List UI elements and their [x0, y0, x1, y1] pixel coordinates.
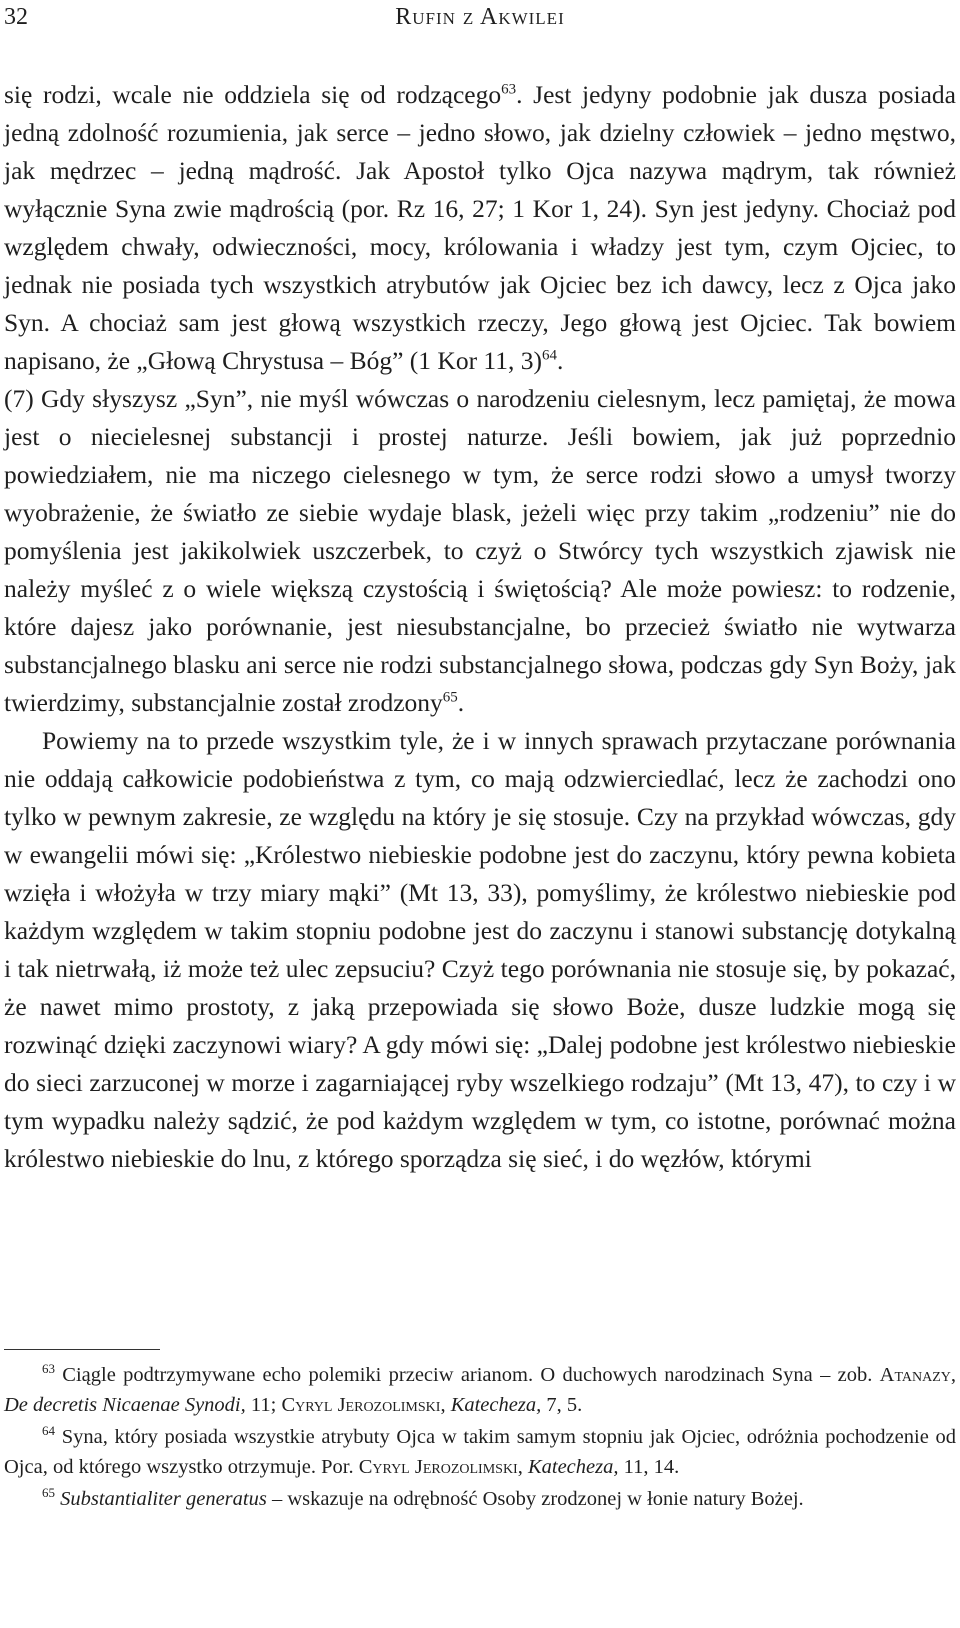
running-title: Rufin z Akwilei [395, 4, 565, 30]
footnote-text: Syna, który posiada wszystkie atrybuty Ojca w takim samym stopniu jak Ojciec, odróżnia pochodzenie od Ojca, od którego wszystko otrzymuje. Por. [4, 1426, 957, 1478]
footnote-ref-63[interactable]: 63 [501, 81, 517, 98]
paragraph-1-text-b: . Jest jedyny podobnie jak dusza posiada jedną zdolność rozumienia, jak serce – jedno słowo, jak dzielny człowiek – jedno męstwo, jak mędrzec – jedną mądrość. Jak Apostoł tylko Ojca nazywa mądrym, tak również wyłącznie Syna zwie mądrością (por. Rz 16, 27; 1 Kor 1, 24). Syn jest jedyny. Chociaż pod względem chwały, odwieczności, mocy, królowania i władzy jest tym, czym Ojciec, to jednak nie posiada tych wszystkich atrybutów jak Ojciec bez ich dawcy, lecz z Ojca jako Syn. A chociaż sam jest głową wszystkich rzeczy, Jego głową jest Ojciec. Tak bowiem napisano, że „Głową Chrystusa – Bóg” (1 Kor 11, 3) [4, 80, 957, 375]
footnote-65 [4, 1484, 956, 1514]
page-number: 32 [4, 4, 28, 30]
footnote-ref-64[interactable]: 64 [541, 347, 557, 364]
footnote-64 [4, 1422, 956, 1482]
paragraph-2-text-a: (7) Gdy słyszysz „Syn”, nie myśl wówczas o narodzeniu cielesnym, lecz pamiętaj, że mowa jest o niecielesnej substancji i prostej naturze. Jeśli bowiem, jak już poprzednio powiedziałem, nie ma niczego cielesnego w tym, że serce rodzi słowo a umysł tworzy wyobrażenie, że światło ze siebie wydaje blask, jeżeli więc przy takim „rodzeniu” nie do pomyślenia jest jakikolwiek uszczerbek, to czyż o Stwórcy tych wszystkich zjawisk nie należy myśleć z o wiele większą czystością i świętością? Ale może powiesz: to rodzenie, które dajesz jako porównanie, jest niesubstancjalne, bo przecież światło nie wytwarza substancjalnego blasku ani serce nie rodzi substancjalnego słowa, podczas gdy Syn Boży, jak twierdzimy, substancjalnie został zrodzony [4, 384, 956, 717]
author-name: Cyryl Jerozolimski [281, 1394, 441, 1416]
footnote-number: 63 [42, 1361, 55, 1377]
main-text [4, 76, 956, 1178]
footnote-text: – wskazuje na odrębność Osoby zrodzonej w łonie natury Bożej. [266, 1488, 804, 1510]
author-name: Cyryl Jerozolimski [358, 1456, 518, 1478]
paragraph-2-text-b: . [457, 688, 465, 717]
paragraph-3: Powiemy na to przede wszystkim tyle, że i w innych sprawach przytaczane porównania nie oddają całkowicie podobieństwa z tym, co mają odzwierciedlać, lecz że zachodzi ono tylko w pewnym zakresie, ze względu na który je się stosuje. Czy na przykład wówczas, gdy w ewangelii mówi się: „Królestwo niebieskie podobne jest do zaczynu, który pewna kobieta wzięła i włożyła w trzy miary mąki” (Mt 13, 33), pomyślimy, że królestwo niebieskie pod każdym względem w takim stopniu podobne jest do zaczynu i stanowi substancję dotykalną i tak nietrwałą, iż może też ulec zepsuciu? Czyż tego porównania nie stosuje się, by pokazać, że nawet mimo prostoty, z jaką przepowiada się słowo Boże, dusze ludzkie mogą się rozwinąć dzięki zaczynowi wiary? A gdy mówi się: „Dalej podobne jest królestwo niebieskie do sieci zarzuconej w morze i zagarniającej ryby wszelkiego rodzaju” (Mt 13, 47), to czy i w tym wypadku należy sądzić, że pod każdym względem w tym, co istotne, porównać można królestwo niebieskie do lnu, z którego sporządza się sieć, i do węzłów, którymi [4, 726, 956, 1173]
footnote-text: 11, 14. [618, 1456, 680, 1478]
footnote-number: 65 [42, 1485, 55, 1501]
paragraph-1 [4, 76, 956, 380]
footnote-text: , [440, 1394, 451, 1416]
paragraph-1-text-a: się rodzi, wcale nie oddziela się od rodzącego [4, 80, 502, 109]
work-title: Katecheza, [450, 1394, 542, 1416]
footnote-text: 7, 5. [541, 1394, 583, 1416]
footnote-text: , [950, 1364, 956, 1386]
footnote-text: , [517, 1456, 528, 1478]
footnote-text: 11; [245, 1394, 282, 1416]
footnotes [4, 1360, 956, 1516]
author-name: Atanazy [879, 1364, 951, 1386]
footnote-number: 64 [42, 1423, 55, 1439]
work-title: De decretis Nicaenae Synodi, [4, 1394, 246, 1416]
work-title: Katecheza, [527, 1456, 619, 1478]
page-header [0, 2, 960, 36]
footnote-63 [4, 1360, 956, 1420]
paragraph-1-text-c: . [556, 346, 564, 375]
footnote-ref-65[interactable]: 65 [442, 689, 458, 706]
footnote-text: Ciągle podtrzymywane echo polemiki przeciw arianom. O duchowych narodzinach Syna – zob. [62, 1364, 880, 1386]
footnote-separator [4, 1349, 160, 1350]
paragraph-2 [4, 380, 956, 722]
latin-phrase: Substantialiter generatus [60, 1488, 267, 1510]
